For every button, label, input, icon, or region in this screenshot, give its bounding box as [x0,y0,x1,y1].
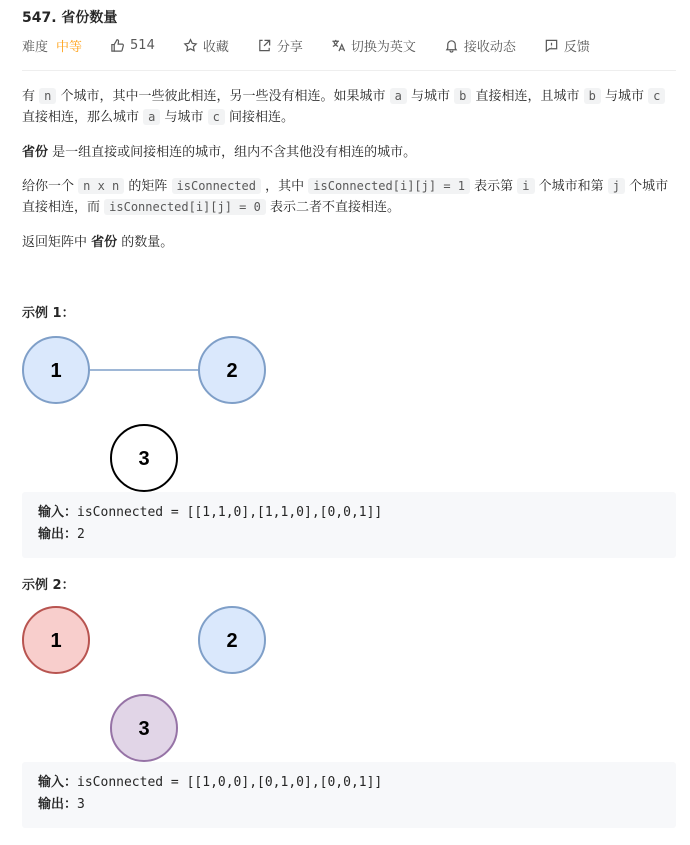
graph-node-2 [199,607,265,673]
subscribe-label: 接收动态 [463,39,516,55]
difficulty-value: 中等 [56,39,83,55]
example-2-graph [0,602,300,768]
difficulty [22,36,82,55]
svg-text:2: 2 [226,360,238,382]
description-paragraph-2: 省份 是一组直接或间接相连的城市，组内不含其他没有相连的城市。 [22,145,417,160]
svg-text:1: 1 [50,360,62,382]
svg-text:3: 3 [138,718,150,740]
description-paragraph-1: 有 n 个城市，其中一些彼此相连，另一些没有相连。如果城市 a 与城市 b 直接相连，且城市 b 与城市 c 直接相连，那么城市 a 与城市 c 间接相连。 [22,86,676,128]
header-divider [22,70,676,71]
graph-node-1 [23,607,89,673]
graph-node-2 [199,337,265,403]
difficulty-label: 难度 [22,39,49,55]
favorite-label: 收藏 [202,39,229,55]
translate-icon [331,38,346,53]
star-icon [183,38,198,53]
like-count: 514 [130,37,155,53]
example-1-title: 示例 1： [22,306,75,321]
translate-button[interactable] [331,36,416,55]
graph-node-3 [111,695,177,761]
example-1-graph [0,330,300,496]
feedback-label: 反馈 [563,39,590,55]
example-1-code-block: 输入：isConnected = [[1,1,0],[1,1,0],[0,0,1]] 输出：2 [22,492,676,558]
description-paragraph-3: 给你一个 n x n 的矩阵 isConnected ，其中 isConnected[i][j] = 1 表示第 i 个城市和第 j 个城市直接相连，而 isConnected[i][j] = 0 表示二者不直接相连。 [22,179,669,215]
share-button[interactable] [257,36,303,55]
svg-text:2: 2 [226,630,238,652]
share-label: 分享 [276,39,303,55]
description-paragraph-4: 返回矩阵中 省份 的数量。 [22,235,174,250]
svg-text:1: 1 [50,630,62,652]
feedback-button[interactable] [544,36,590,55]
problem-title: 547. 省份数量 [22,10,118,26]
like-button[interactable] [110,38,155,53]
problem-meta-bar [22,36,590,54]
share-icon [257,38,272,53]
bell-icon [444,38,459,53]
graph-node-1 [23,337,89,403]
thumbs-up-icon [110,38,125,53]
example-2-code-block: 输入：isConnected = [[1,0,0],[0,1,0],[0,0,1]] 输出：3 [22,762,676,828]
translate-label: 切换为英文 [350,39,416,55]
feedback-icon [544,38,559,53]
example-2-title: 示例 2： [22,578,75,593]
subscribe-button[interactable] [444,36,516,55]
svg-text:3: 3 [138,448,150,470]
graph-node-3 [111,425,177,491]
favorite-button[interactable] [183,36,229,55]
